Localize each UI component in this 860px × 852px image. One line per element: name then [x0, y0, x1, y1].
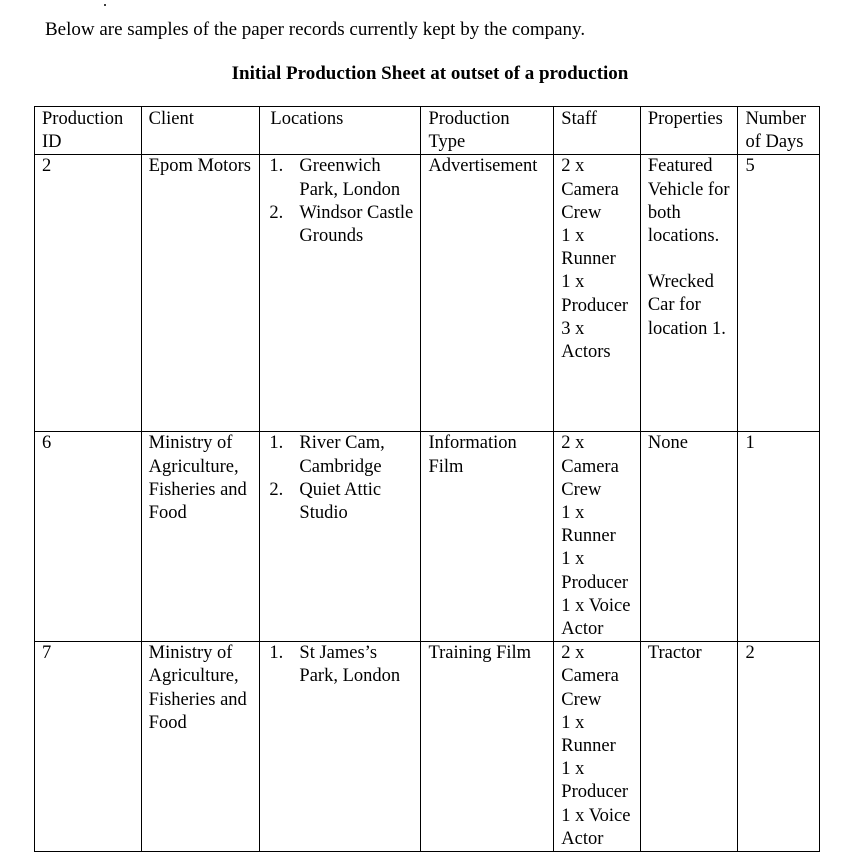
- property-item: Tractor: [647, 643, 702, 664]
- staff-item: 1 x Voice Actor: [561, 595, 631, 640]
- cell-properties: [640, 155, 738, 432]
- location-item: 1. St James’s Park, London: [269, 643, 401, 687]
- property-item: Featured Vehicle for both locations.: [647, 156, 730, 247]
- cell-number-of-days: 1: [738, 432, 820, 642]
- cell-locations: [260, 642, 421, 852]
- header-row: [35, 107, 820, 155]
- stray-dot: [104, 4, 106, 6]
- header-production-id: Production ID: [35, 107, 142, 155]
- header-production-type: Production Type: [421, 107, 554, 155]
- location-item: 1. River Cam, Cambridge: [269, 433, 385, 477]
- header-number-of-days: Number of Days: [738, 107, 820, 155]
- staff-item: 2 x Camera Crew: [561, 433, 619, 500]
- staff-item: 1 x Runner: [561, 226, 616, 270]
- cell-staff: [554, 642, 641, 852]
- cell-staff: [554, 155, 641, 432]
- header-client: Client: [141, 107, 260, 155]
- staff-item: 1 x Voice Actor: [561, 805, 631, 849]
- sheet-title: Initial Production Sheet at outset of a production: [231, 63, 629, 84]
- location-item: 2. Windsor Castle Grounds: [269, 202, 414, 247]
- staff-item: 2 x Camera Crew: [561, 156, 619, 223]
- cell-client: Ministry of Agriculture, Fisheries and Food: [141, 432, 260, 642]
- cell-production-id: 2: [35, 155, 142, 432]
- staff-item: 1 x Runner: [561, 503, 616, 547]
- header-locations: Locations: [260, 107, 421, 155]
- cell-number-of-days: 5: [738, 155, 820, 432]
- production-sheet-table: [34, 106, 820, 852]
- staff-item: 1 x Producer: [561, 272, 629, 316]
- location-item: 2. Quiet Attic Studio: [269, 479, 382, 524]
- cell-client: Ministry of Agriculture, Fisheries and Food: [141, 642, 260, 852]
- cell-locations: [260, 155, 421, 432]
- staff-item: 3 x Actors: [561, 318, 611, 363]
- cell-production-type: Advertisement: [421, 155, 554, 432]
- intro-text: Below are samples of the paper records currently kept by the company.: [45, 19, 586, 40]
- location-item: 1. Greenwich Park, London: [269, 156, 401, 200]
- cell-production-type: Information Film: [421, 432, 554, 642]
- staff-item: 1 x Runner: [561, 712, 616, 757]
- staff-item: 1 x Producer: [561, 549, 629, 593]
- cell-number-of-days: 2: [738, 642, 820, 852]
- cell-production-type: Training Film: [421, 642, 554, 852]
- property-item: None: [647, 433, 688, 454]
- cell-production-id: 7: [35, 642, 142, 852]
- staff-item: 2 x Camera Crew: [561, 643, 619, 710]
- table-row: [35, 642, 820, 852]
- property-item: Wrecked Car for location 1.: [647, 272, 726, 339]
- cell-client: Epom Motors: [141, 155, 260, 432]
- cell-staff: [554, 432, 641, 642]
- table-row: [35, 432, 820, 642]
- staff-item: 1 x Producer: [561, 759, 629, 803]
- header-staff: Staff: [554, 107, 641, 155]
- cell-properties: [640, 642, 738, 852]
- cell-production-id: 6: [35, 432, 142, 642]
- cell-locations: [260, 432, 421, 642]
- table-row: [35, 155, 820, 432]
- cell-properties: [640, 432, 738, 642]
- header-properties: Properties: [640, 107, 738, 155]
